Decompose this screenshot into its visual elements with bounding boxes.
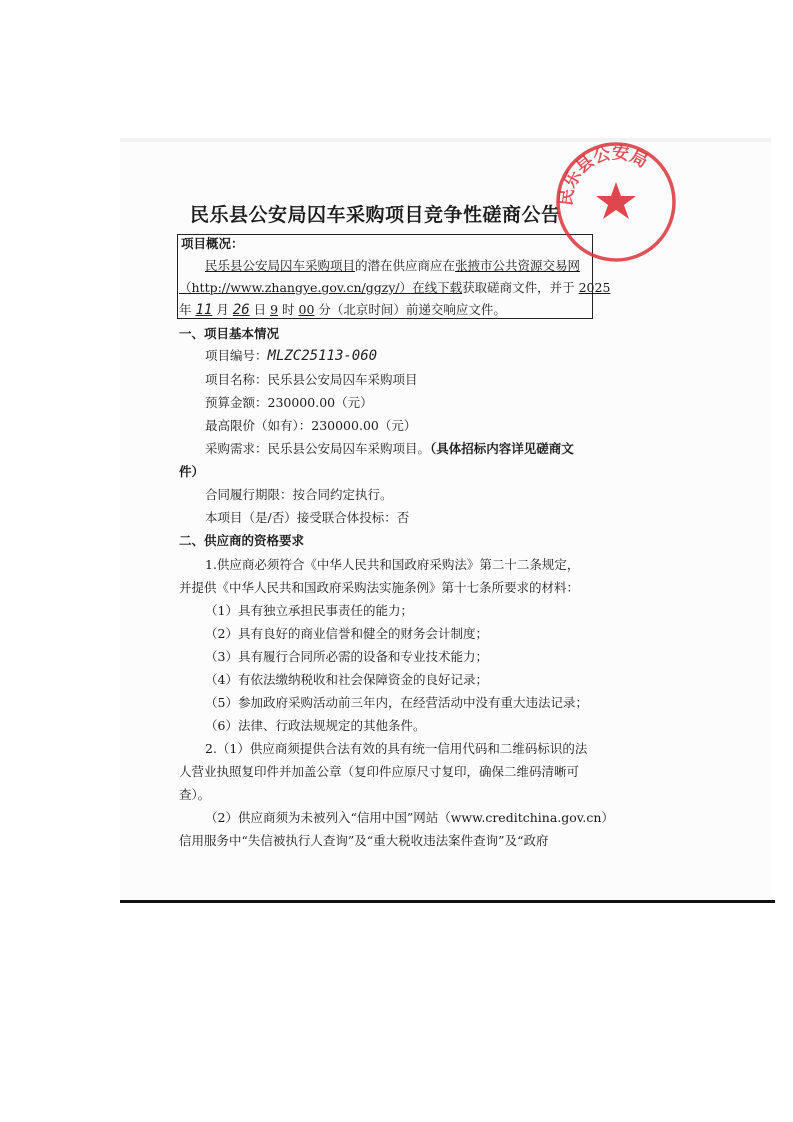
overview-line-1 [205, 258, 580, 274]
deadline-hour: 9 [270, 302, 279, 317]
budget: 预算金额：230000.00（元） [205, 395, 373, 410]
project-number-label: 项目编号： [205, 348, 268, 363]
official-seal-icon [552, 138, 680, 266]
deadline-day: 26 [232, 302, 250, 318]
list-item: （6）法律、行政法规规定的其他条件。 [205, 718, 426, 733]
overview-line-3 [179, 302, 506, 318]
requirement-p3: （2）供应商须为未被列入“信用中国”网站（www.creditchina.gov.cn） [205, 810, 614, 825]
project-name-link: 民乐县公安局囚车采购项目 [205, 258, 356, 273]
overview-line-2 [179, 280, 610, 296]
deadline-month: 11 [195, 302, 213, 318]
requirement-p3-cont: 信用服务中“失信被执行人查询”及“重大税收违法案件查询”及“政府 [179, 833, 549, 848]
overview-text: 获取磋商文件，并于 [462, 280, 579, 295]
seal-text: 民乐县公安局 [556, 143, 651, 207]
demand-note-cont: 件） [179, 464, 205, 479]
consortium: 本项目（是/否）接受联合体投标：否 [205, 510, 410, 525]
deadline-year: 2025 [578, 280, 611, 295]
overview-heading: 项目概况： [181, 236, 244, 251]
page-bottom-edge [120, 900, 775, 903]
requirement-p1-cont: 并提供《中华人民共和国政府采购法实施条例》第十七条所要求的材料： [179, 580, 580, 595]
demand-text: 采购需求：民乐县公安局囚车采购项目。 [205, 441, 431, 456]
requirement-p1: 1.供应商必须符合《中华人民共和国政府采购法》第二十二条规定， [205, 557, 580, 572]
project-name: 项目名称：民乐县公安局囚车采购项目 [205, 372, 418, 387]
list-item: （5）参加政府采购活动前三年内，在经营活动中没有重大违法记录； [205, 695, 588, 710]
requirement-p2-cont: 人营业执照复印件并加盖公章（复印件应原尺寸复印，确保二维码清晰可 [179, 764, 580, 779]
overview-text: 日 [249, 302, 271, 317]
procurement-demand [205, 441, 574, 457]
download-url: （http://www.zhangye.gov.cn/ggzy/）在线下载 [179, 280, 463, 295]
overview-text: 时 [278, 302, 299, 317]
list-item: （1）具有独立承担民事责任的能力； [205, 603, 413, 618]
project-number [205, 348, 377, 364]
requirement-p2: 2.（1）供应商须提供合法有效的具有统一信用代码和二维码标识的法 [205, 741, 588, 756]
deadline-minute: 00 [298, 302, 315, 317]
project-number-handwritten: MLZC25113-060 [267, 348, 378, 364]
overview-text: 月 [212, 302, 233, 317]
document-title: 民乐县公安局囚车采购项目竞争性磋商公告 [190, 204, 561, 226]
section2-heading: 二、供应商的资格要求 [179, 533, 305, 548]
demand-note: （具体招标内容详见磋商文 [430, 441, 574, 456]
contract-period: 合同履行期限：按合同约定执行。 [205, 487, 393, 502]
list-item: （2）具有良好的商业信誉和健全的财务会计制度； [205, 626, 488, 641]
requirement-p2-end: 查）。 [179, 787, 211, 802]
max-price: 最高限价（如有）：230000.00（元） [205, 418, 417, 433]
overview-text: 分（北京时间）前递交响应文件。 [314, 302, 506, 317]
trading-site-name: 张掖市公共资源交易网 [455, 258, 581, 273]
list-item: （3）具有履行合同所必需的设备和专业技术能力； [205, 649, 488, 664]
list-item: （4）有依法缴纳税收和社会保障资金的良好记录； [205, 672, 488, 687]
section1-heading: 一、项目基本情况 [179, 326, 280, 341]
overview-text: 年 [179, 302, 196, 317]
overview-text: 的潜在供应商应在 [355, 258, 456, 273]
